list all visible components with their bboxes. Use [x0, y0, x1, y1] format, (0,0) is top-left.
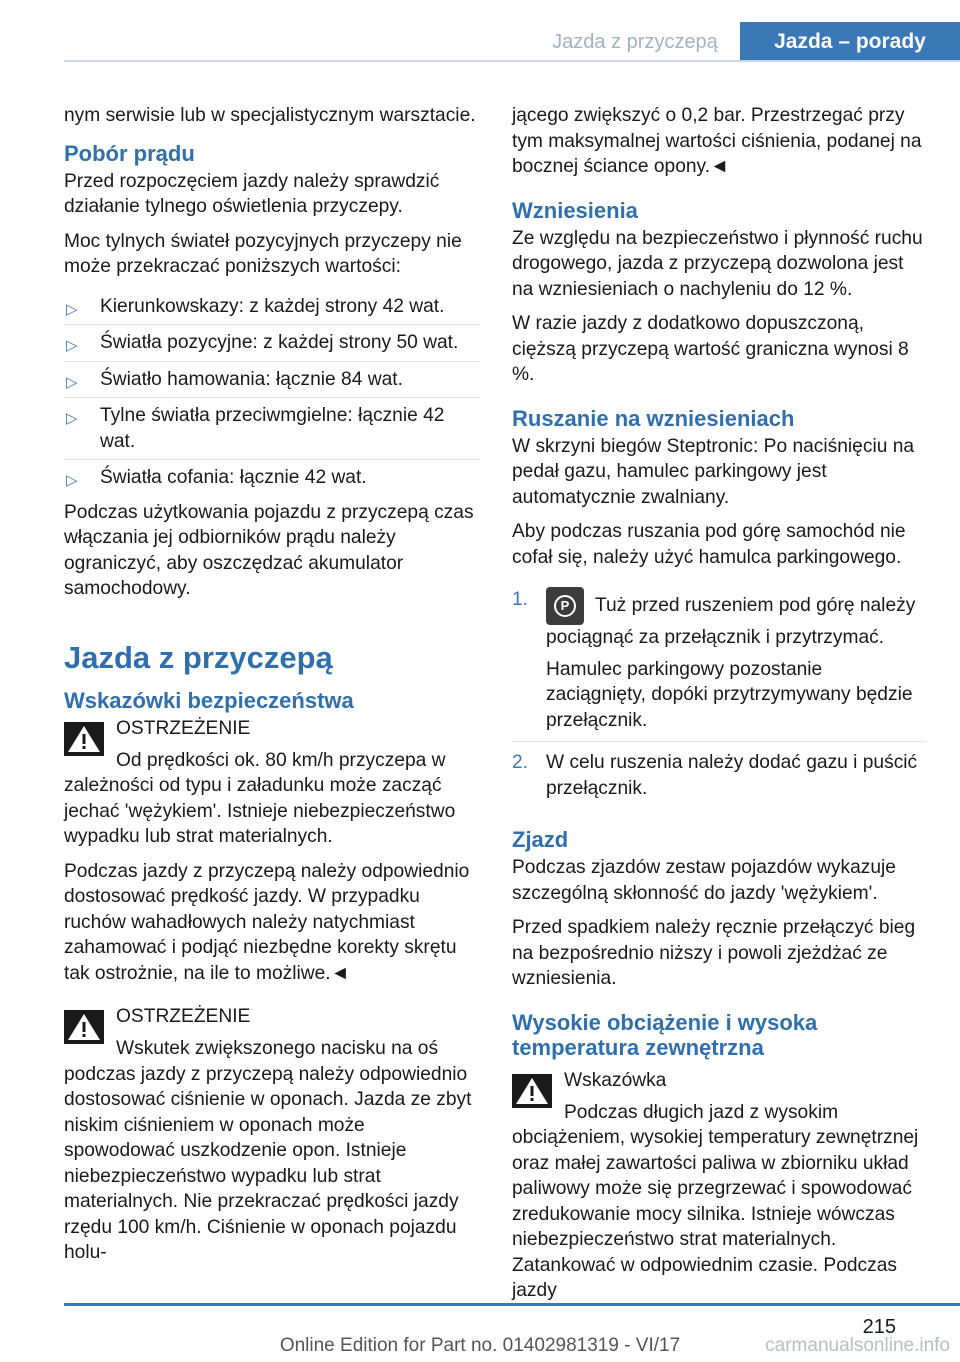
- edition-text: Online Edition for Part no. 01402981319 - VI/17: [279, 1335, 681, 1356]
- right-column: [512, 103, 926, 1313]
- warning-label: OSTRZEŻENIE: [116, 1006, 251, 1027]
- wzniesienia-paragraph-2: W razie jazdy z dodatkowo dopuszczoną, cięższą przyczepą wartość graniczna wynosi 8 %.: [512, 313, 909, 385]
- page-number: 215: [862, 1316, 896, 1338]
- safety-heading: Wskazówki bezpieczeństwa: [64, 687, 354, 713]
- triangle-bullet-icon: ▷: [66, 300, 78, 318]
- steps-list: [512, 579, 926, 809]
- warning-box-1: [64, 716, 480, 754]
- step-text: W celu ruszenia należy dodać gazu i puścić przełącznik.: [546, 752, 918, 799]
- warning-2-text: Wskutek zwiększonego nacisku na oś podczas jazdy z przyczepą należy odpowiednio dostosować ciśnienie w oponach. Jazda ze zbyt niskim ciśnieniem w oponach może spowodować uszkodzenie opon. Istnieje niebezpieczeństwo wypadku lub strat materialnych. Nie przekraczać prędkości jazdy rzędu 100 km/h. Ciśnienie w oponach pojazdu holu-: [64, 1038, 472, 1263]
- list-item: ▷ Kierunkowskazy: z każdej strony 42 wat.: [64, 289, 480, 325]
- zjazd-paragraph-1: Podczas zjazdów zestaw pojazdów wykazuje szczególną skłonność do jazdy 'wężykiem'.: [512, 857, 896, 904]
- ruszanie-heading: Ruszanie na wzniesieniach: [512, 405, 795, 431]
- ruszanie-paragraph-2: Aby podczas ruszania pod górę samochód nie cofał się, należy użyć hamulca parkingowego.: [512, 521, 906, 568]
- header-chapter-tab: Jazda – porady: [740, 22, 960, 62]
- triangle-bullet-icon: ▷: [66, 337, 78, 354]
- pobor-paragraph-2: Moc tylnych świateł pozycyjnych przyczepy nie może przekraczać poniższych wartości:: [64, 230, 462, 277]
- pobor-heading: Pobór prądu: [64, 140, 195, 166]
- pobor-paragraph-3: Podczas użytkowania pojazdu z przyczepą czas włączania jej odbiorników prądu należy ograniczyć, aby oszczędzać akumulator samochodowy.: [64, 501, 474, 599]
- main-heading: Jazda z przyczepą: [64, 639, 333, 675]
- warning-triangle-icon: [64, 722, 104, 756]
- wzniesienia-paragraph-1: Ze względu na bezpieczeństwo i płynność ruchu drogowego, jazda z przyczepą dozwolona jest na wzniesieniach o nachyleniu do 12 %.: [512, 227, 923, 300]
- warning-label: OSTRZEŻENIE: [116, 717, 251, 739]
- list-item: [512, 579, 926, 741]
- page-header: [0, 0, 960, 62]
- header-section-tab: Jazda z przyczepą: [552, 31, 718, 53]
- left-column: [64, 103, 480, 1275]
- warning-1-text-2: Podczas jazdy z przyczepą należy odpowiednio dostosować prędkość jazdy. W przypadku ruchów wahadłowych należy natychmiast zahamować i podjąć niezbędne korekty skrętu tak ostrożnie, na ile to możliwe.◄: [64, 860, 470, 984]
- note-box: [512, 1068, 926, 1106]
- note-label: Wskazówka: [564, 1069, 667, 1091]
- step-number: 1.: [512, 589, 529, 610]
- step-subtext: Hamulec parkingowy pozostanie zaciągnięty, dopóki przytrzymywany będzie przełącznik.: [546, 658, 913, 731]
- ruszanie-paragraph-1: W skrzyni biegów Steptronic: Po naciśnięciu na pedał gazu, hamulec parkingowy jest automatycznie zwalniany.: [512, 435, 915, 508]
- wzniesienia-heading: Wzniesienia: [512, 197, 638, 223]
- list-item: ▷ Światła cofania: łącznie 42 wat.: [64, 459, 480, 496]
- parking-brake-button-icon: P: [546, 587, 584, 625]
- warning-1-text: Od prędkości ok. 80 km/h przyczepa w zależności od typu i załadunku może zacząć jechać 'wężykiem'. Istnieje niebezpieczeństwo wypadku lub strat materialnych.: [64, 749, 456, 847]
- warning-triangle-icon: [64, 1010, 104, 1044]
- zjazd-paragraph-2: Przed spadkiem należy ręcznie przełączyć bieg na bezpośrednio niższy i powoli zjeżdżać ze wzniesienia.: [512, 917, 916, 989]
- continued-text: jącego zwiększyć o 0,2 bar. Przestrzegać przy tym maksymalnej wartości ciśnienia, podanej na bocznej ściance opony.◄: [512, 105, 922, 177]
- power-limits-list: [64, 289, 480, 496]
- watermark: carmanualsonline.info: [765, 1335, 950, 1356]
- heat-heading: Wysokie obciążenie i wysoka temperatura zewnętrzna: [512, 1009, 818, 1060]
- triangle-bullet-icon: ▷: [66, 373, 78, 391]
- zjazd-heading: Zjazd: [512, 827, 569, 852]
- list-item: ▷ Światła pozycyjne: z każdej strony 50 wat.: [64, 324, 480, 361]
- triangle-bullet-icon: ▷: [66, 472, 78, 489]
- warning-triangle-icon: [512, 1074, 552, 1108]
- pobor-paragraph-1: Przed rozpoczęciem jazdy należy sprawdzić działanie tylnego oświetlenia przyczepy.: [64, 170, 440, 217]
- list-item: ▷ Tylne światła przeciwmgielne: łącznie 42 wat.: [64, 397, 480, 459]
- header-divider: [64, 60, 960, 62]
- list-item: [512, 741, 926, 809]
- list-item: ▷ Światło hamowania: łącznie 84 wat.: [64, 361, 480, 398]
- step-text: Tuż przed ruszeniem pod górę należy pociągnąć za przełącznik i przytrzymać.: [546, 595, 916, 648]
- note-text: Podczas długich jazd z wysokim obciążeniem, wysokiej temperatury zewnętrznej oraz małej zawartości paliwa w zbiorniku układ paliwowy może się przegrzewać i spowodować zredukowanie mocy silnika. Istnieje wówczas niebezpieczeństwo strat materialnych. Zatankować w odpowiednim czasie. Podczas jazdy: [512, 1101, 919, 1301]
- footer-divider: [64, 1303, 960, 1306]
- triangle-bullet-icon: ▷: [66, 410, 78, 427]
- warning-box-2: [64, 1004, 480, 1042]
- step-number: 2.: [512, 752, 529, 773]
- intro-text: nym serwisie lub w specjalistycznym warsztacie.: [64, 105, 476, 126]
